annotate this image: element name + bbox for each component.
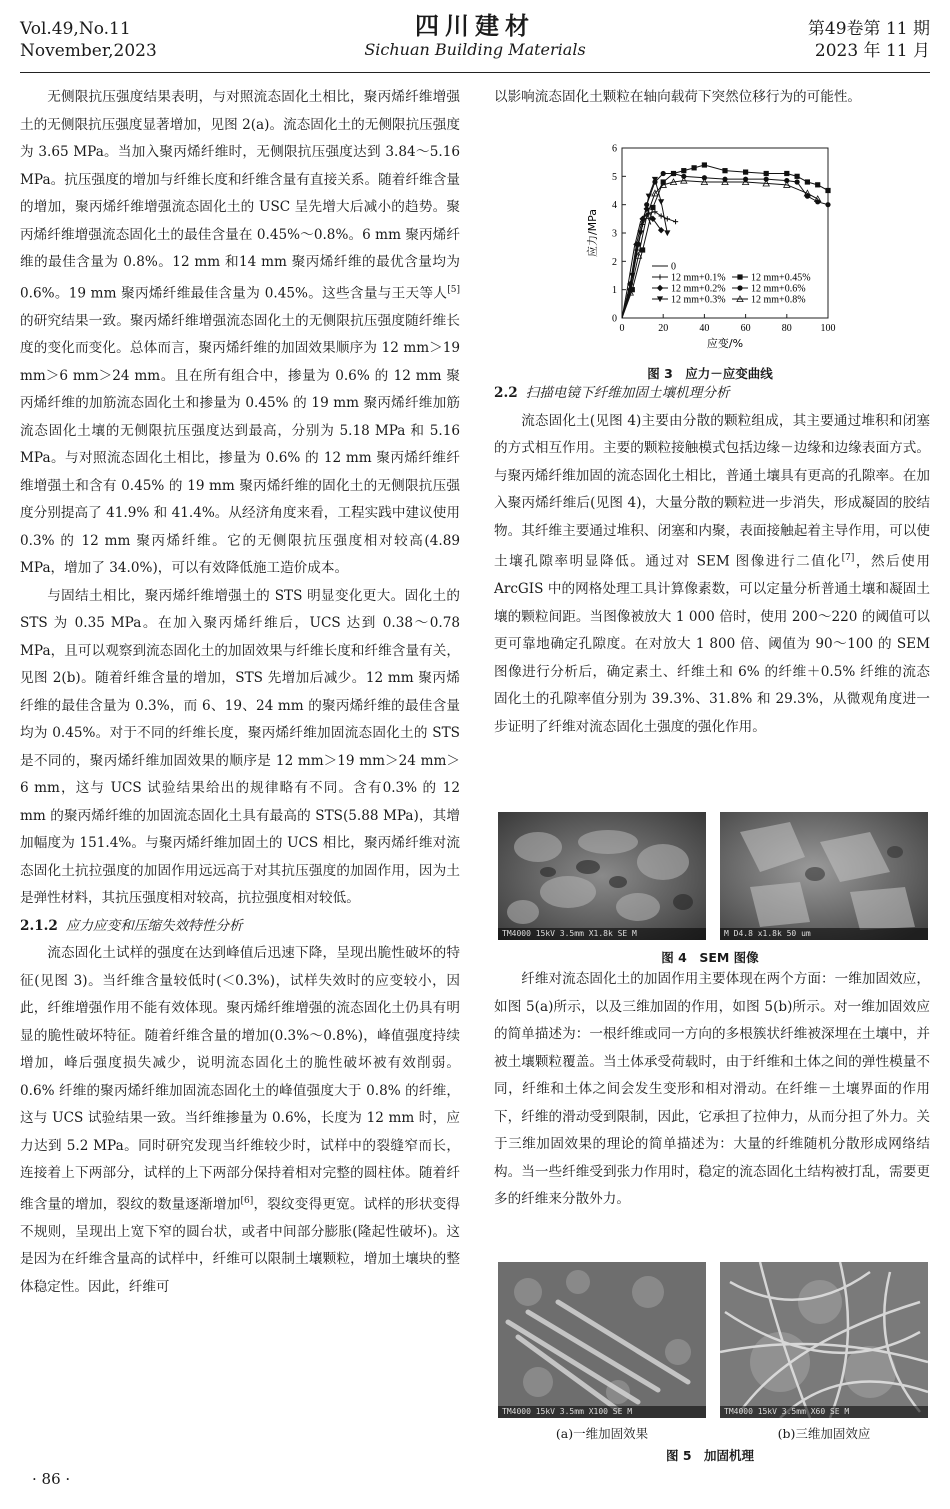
sem-image-plain-soil [498,812,706,940]
x-tick-label: 0 [619,323,625,334]
text-run: 流态固化土试样的强度在达到峰值后迅速下降，呈现出脆性破坏的特征(见图 3)。当纤维含量较低时(＜0.3%)，试样失效时的应变较小，因此，纤维增强作用不能有效体现。聚丙烯纤维增强的流态固化土仍具有明显的脆性破坏特征。随着纤维含量的增加(0.3%～0.8%)，峰值强度持续增加，峰后强度损失减少，说明流态固化土的脆性破坏被有效削弱。0.6% 纤维的聚丙烯纤维加固流态固化土的峰值强度大于 0.8% 的纤维，这与 UCS 试验结果一致。当纤维掺量为 0.6%，长度为 12 mm 时，应力达到 5.2 MPa。同时研究发现当纤维较少时，试样中的裂缝窄而长，连接着上下两部分，试样的上下两部分保持着相对完整的圆柱体。随着纤维含量的增加，裂纹的数量逐渐增加 [20,945,460,1213]
data-point [815,182,820,187]
series-1 [622,209,678,318]
legend-label: 12 mm+0.6% [751,283,806,295]
header-rule [20,72,930,73]
data-point [664,230,670,236]
legend-label: 0 [671,261,676,273]
text-run: 流态固化土(见图 4)主要由分散的颗粒组成，其主要通过堆积和闭塞的方式相互作用。主要的颗粒接触模式包括边缘－边缘和边缘表面方式。与聚丙烯纤维加固的流态固化土相比，普通土壤具有更高的孔隙率。在加入聚丙烯纤维后(见图 4)，大量分散的颗粒进一步消失，形成凝固的胶结物。其纤维主要通过堆积、闭塞和内聚，表面接触起着主导作用，可以使土壤孔隙率明显降低。通过对 SEM 图像进行二值化 [494,412,930,570]
sem-texture [720,812,928,940]
paragraph [20,84,460,583]
sem-info-bar: TM4000 15kV 3.5mm X1.8k SE M [498,928,706,940]
y-tick-label: 6 [612,143,617,155]
citation-ref: [6] [240,1195,254,1206]
sem-texture [498,812,706,940]
figure-5b-subcaption: (b)三维加固效应 [777,1426,871,1441]
left-column [20,84,460,1301]
x-tick-label: 60 [740,323,751,334]
data-point [805,179,810,184]
date-en-label: November,2023 [20,41,157,61]
section-number: 2.2 [494,385,518,401]
sem-info-bar: M D4.8 x1.8k 50 um [720,928,928,940]
y-tick-label: 5 [612,171,617,183]
y-axis-label: 应力/MPa [586,208,599,258]
paragraph: 与固结土相比，聚丙烯纤维增强土的 STS 明显变化更大。固化土的 STS 为 0.35 MPa。在加入聚丙烯纤维后，UCS 达到 0.38～0.78 MPa，且可以观察到流态固化土的加固效果与纤维长度和纤维含量有关，见图 2(b)。随着纤维含量的增加，STS 先增加后减少。12 mm 聚丙烯纤维的最佳含量为 0.3%，而 6、19、24 mm 的聚丙烯纤维的最佳含量均为 0.45%。对于不同的纤维长度，聚丙烯纤维加固流态固化土的 STS 是不同的，聚丙烯纤维加固效果的顺序是 12 mm＞19 mm＞24 mm＞6 mm，这与 UCS 试验结果给出的规律略有不同。含有0.3% 的 12 mm 的聚丙烯纤维的加固流态固化土具有最高的 STS(5.88 MPa)，其增加幅度为 151.4%。与聚丙烯纤维加固土的 UCS 相比，聚丙烯纤维对流态固化土抗拉强度的加固作用远远高于对其抗压强度的加固作用，因为土是弹性材料，其抗压强度相对较高，抗拉强度相对较低。 [20,587,460,907]
legend-item [732,295,806,306]
text-run: ，裂纹变得更宽。试样的形状变得不规则，呈现出上宽下窄的圆台状，或者中间部分膨胀(隆起性破坏)。这是因为在纤维含量高的试样中，纤维可以限制土壤颗粒，增加土壤块的整体稳定性。因此，纤维可 [20,1196,460,1295]
figure-4-caption: 图 4 SEM 图像 [661,950,759,965]
citation-ref: [5] [447,284,460,295]
header-right [808,18,930,62]
data-point [795,179,800,184]
data-point [784,171,789,176]
data-point [650,205,655,210]
chart-legend [652,262,811,306]
data-point [702,162,707,167]
text-run: 的研究结果一致。聚丙烯纤维增强流态固化土的无侧限抗压强度随纤维长度的变化而变化。总体而言，聚丙烯纤维的加固效果顺序为 12 mm＞19 mm＞6 mm＞24 mm。且在所有组合中，掺量为 0.6% 的 12 mm 聚丙烯纤维的加筋流态固化土和掺量为 0.45% 的 19 mm 聚丙烯纤维加筋流态固化土壤的无侧限抗压强度达到最高，分别为 5.18 MPa 和 5.16 MPa。与对照流态固化土相比，掺量为 0.6% 的 12 mm 聚丙烯纤维纤维增强土和含有 0.45% 的 19 mm 聚丙烯纤维的固化土的无侧限抗压强度分别提高了 41.9% 和 41.4%。从经济角度来看，工程实践中建议使用0.3% 的 12 mm 聚丙烯纤维。它的无侧限抗压强度相对较高(4.89 MPa，增加了 34.0%)，可以有效降低施工造价成本。 [20,312,460,577]
figure-5-caption: 图 5 加固机理 [665,1448,755,1463]
sem-image-1d-reinforcement [498,1262,706,1418]
legend-label: 12 mm+0.8% [751,294,806,306]
data-point [657,285,663,291]
legend-item [652,284,726,295]
right-column-top [494,84,930,112]
legend-item [652,273,726,284]
data-point [722,168,727,173]
y-tick-label: 0 [612,313,617,325]
right-column-mid [494,380,930,741]
data-point [640,247,645,252]
legend-label: 12 mm+0.1% [671,272,726,284]
paragraph-continuation: 以影响流态固化土颗粒在轴向载荷下突然位移行为的可能性。 [494,89,862,105]
y-tick-label: 2 [612,256,617,268]
paragraph [20,940,460,1301]
data-point [764,171,769,176]
data-point [825,202,830,207]
y-tick-label: 1 [612,285,617,297]
header-left [20,18,157,62]
sem-info-bar: TM4000 15kV 3.5mm X60 SE M [720,1406,928,1418]
figure-3-caption: 图 3 应力－应变曲线 [647,366,773,381]
data-point [737,285,742,290]
data-point [652,179,657,184]
data-point [825,188,830,193]
citation-ref: [7] [841,553,855,563]
x-tick-label: 40 [699,323,710,334]
data-point [644,202,649,207]
legend-label: 12 mm+0.3% [671,294,726,306]
data-point [671,171,676,176]
x-tick-label: 20 [658,323,669,334]
paragraph [494,408,930,742]
data-point [692,165,697,170]
volume-cn-label: 第49卷第 11 期 [807,19,930,39]
legend-item [652,295,726,306]
paragraph: 纤维对流态固化土的加固作用主要体现在两个方面：一维加固效应，如图 5(a)所示，以及三维加固的作用，如图 5(b)所示。对一维加固效应的简单描述为：一根纤维或同一方向的多根簇状纤维被深埋在土壤中，并被土壤颗粒覆盖。当土体承受荷载时，由于纤维和土体之间的弹性模量不同，纤维和土体之间会发生变形和相对滑动。在纤维－土壤界面的作用下，纤维的滑动受到限制，因此，它承担了拉伸力，从而分担了外力。关于三维加固效果的理论的简单描述为：大量的纤维随机分散形成网络结构。当一些纤维受到张力作用时，稳定的流态固化土结构被打乱，需要更多的纤维来分散外力。 [494,971,930,1207]
x-tick-label: 80 [781,323,792,334]
journal-logo: 四川建材 [415,11,535,40]
sem-texture [720,1262,928,1418]
date-cn-label: 2023 年 11 月 [814,41,930,61]
page-number: · 86 · [32,1470,71,1488]
section-heading-2-1-2 [20,913,460,941]
section-title: 应力应变和压缩失效特性分析 [65,917,243,934]
series-line [622,212,676,318]
data-point [737,274,742,279]
data-point [795,174,800,179]
figure-5a-subcaption: (a)一维加固效果 [555,1426,649,1441]
y-tick-label: 3 [612,228,617,240]
volume-label: Vol.49,No.11 [20,19,131,39]
data-point [681,168,686,173]
data-point [661,171,666,176]
sem-info-bar: TM4000 15kV 3.5mm X100 SE M [498,1406,706,1418]
data-point [743,169,748,174]
legend-item [652,262,676,273]
stress-strain-chart [560,142,860,356]
legend-item [732,284,806,295]
data-point [658,199,664,205]
text-run: ，然后使用 ArcGIS 中的网格处理工具计算像素数，可以定量分析普通土壤和凝固土壤的颗粒间距。当图像被放大 1 000 倍时，使用 200～220 的阈值可以更可靠地确定孔隙度。在对放大 1 800 倍、阈值为 90～100 的 SEM 图像进行分析后，确定素土、纤维土和 6% 的纤维＋0.5% 纤维的流态固化土的孔隙率值分别为 39.3%、31.8% 和 29.3%，从微观角度进一步证明了纤维对流态固化土强度的强化作用。 [494,553,931,735]
section-title: 扫描电镜下纤维加固土壤机理分析 [525,385,730,401]
x-tick-label: 100 [820,323,836,334]
y-tick-label: 4 [612,200,617,212]
legend-label: 12 mm+0.2% [671,283,726,295]
right-column-lower [494,966,930,1214]
section-number: 2.1.2 [20,917,58,934]
sem-image-3d-reinforcement [720,1262,928,1418]
legend-label: 12 mm+0.45% [751,272,811,284]
x-axis-label: 应变/% [706,337,744,350]
section-heading-2-2 [494,380,930,408]
sem-image-fiber-soil [720,812,928,940]
journal-name: Sichuan Building Materials [364,40,586,59]
legend-item [732,273,811,284]
text-run: 无侧限抗压强度结果表明，与对照流态固化土相比，聚丙烯纤维增强土的无侧限抗压强度显著增加，见图 2(a)。流态固化土的无侧限抗压强度为 3.65 MPa。当加入聚丙烯纤维时，无侧限抗压强度达到 3.84～5.16 MPa。抗压强度的增加与纤维长度和纤维含量有直接关系。随着纤维含量的增加，聚丙烯纤维增强流态固化土的 USC 呈先增大后减小的趋势。聚丙烯纤维增强流态固化土的最佳含量在 0.45%～0.8%。6 mm 聚丙烯纤维的最佳含量为 0.8%。12 mm 和14 mm 聚丙烯纤维的最优含量均为 0.6%。19 mm 聚丙烯纤维最佳含量为 0.45%。这些含量与王天等人 [20,89,460,302]
sem-texture [498,1262,706,1418]
journal-masthead [300,12,650,60]
